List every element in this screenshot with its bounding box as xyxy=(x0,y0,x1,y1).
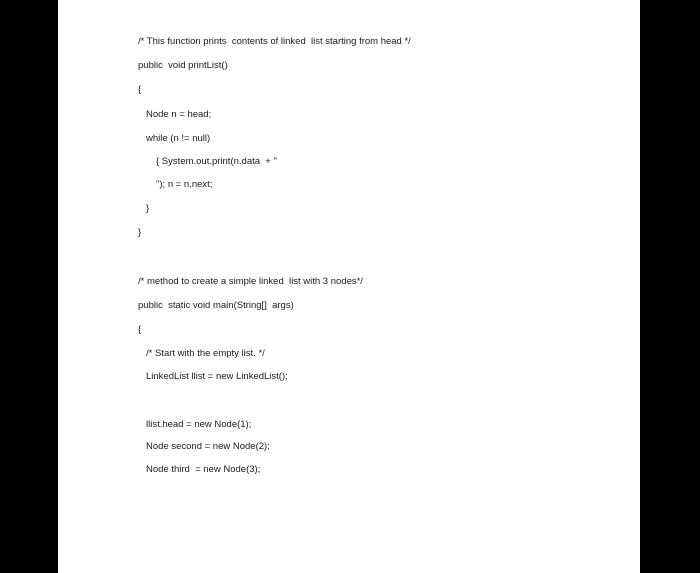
code-line-printlist-signature: public void printList() xyxy=(138,60,228,71)
comment-empty-list: /* Start with the empty list. */ xyxy=(146,348,265,359)
code-line-third-node: Node third = new Node(3); xyxy=(146,464,261,475)
code-line-close-brace-outer: } xyxy=(138,227,142,238)
document-page xyxy=(58,0,640,573)
code-line-while: while (n != null) xyxy=(146,133,211,144)
code-line-head-node: llist.head = new Node(1); xyxy=(146,419,252,430)
code-line-close-brace-inner: } xyxy=(146,203,150,214)
code-line-next: "); n = n.next; xyxy=(156,179,213,190)
comment-create-list: /* method to create a simple linked list with 3 nodes*/ xyxy=(138,276,363,287)
code-line-print: { System.out.print(n.data + " xyxy=(156,156,277,167)
code-line-open-brace-main: { xyxy=(138,324,142,335)
code-line-new-linkedlist: LinkedList llist = new LinkedList(); xyxy=(146,371,288,382)
comment-print-function: /* This function prints contents of linked list starting from head */ xyxy=(138,36,411,47)
code-line-open-brace: { xyxy=(138,84,142,95)
code-line-node-head: Node n = head; xyxy=(146,109,212,120)
code-line-second-node: Node second = new Node(2); xyxy=(146,441,270,452)
code-line-main-signature: public static void main(String[] args) xyxy=(138,300,294,311)
